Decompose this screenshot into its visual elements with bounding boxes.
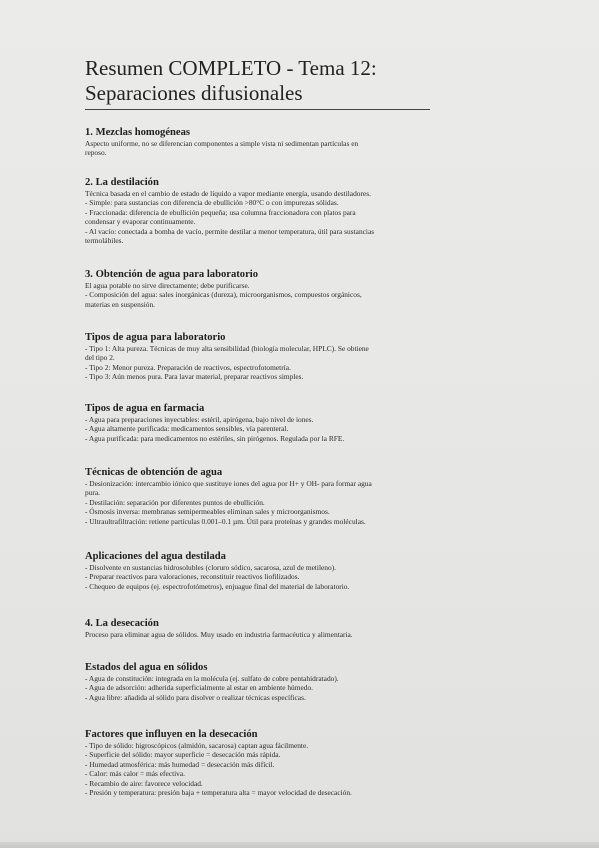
section-text-line: del tipo 2. — [85, 353, 115, 363]
section-text-line: Proceso para eliminar agua de sólidos. Muy usado en industria farmacéutica y alimentaria. — [85, 630, 353, 639]
section-text-line: - Preparar reactivos para valoraciones, reconstituir reactivos liofilizados. — [85, 572, 300, 582]
section-5 — [85, 402, 455, 443]
section-heading: Tipos de agua para laboratorio — [85, 332, 226, 343]
section-heading: Técnicas de obtención de agua — [85, 467, 223, 478]
section-text-line: - Agua libre: añadida al sólido para disolver o realizar técnicas específicas. — [85, 692, 306, 702]
section-heading: 1. Mezclas homogéneas — [85, 127, 191, 138]
section-text-line: - Tipo 1: Alta pureza. Técnicas de muy alta sensibilidad (biología molecular, HPLC). Se obtiene — [85, 344, 369, 353]
section-text-line: - Disolvente en sustancias hidrosolubles (cloruro sódico, sacarosa, azul de metileno). — [85, 563, 337, 572]
section-text-line: - Presión y temperatura: presión baja + temperatura alta = mayor velocidad de desecación. — [85, 788, 352, 798]
section-text-line: pura. — [85, 488, 100, 498]
section-4 — [85, 331, 455, 382]
section-text-line: - Calor: más calor = más efectiva. — [85, 769, 186, 779]
section-text-line: - Agua altamente purificada: medicamentos sensibles, vía parenteral. — [85, 424, 289, 434]
section-text-line: - Ósmosis inversa: membranas semipermeables eliminan sales y microorganismos. — [85, 507, 330, 517]
section-text-line: - Destilación: separación por diferentes puntos de ebullición. — [85, 497, 265, 507]
section-6 — [85, 466, 455, 526]
section-8 — [85, 617, 455, 639]
section-text-line: - Tipo 2: Menor pureza. Preparación de reactivos, espectrofotometría. — [85, 362, 291, 372]
section-text-line: - Recambio de aire: favorece velocidad. — [85, 778, 203, 788]
section-text-line: materias en suspensión. — [85, 299, 155, 309]
section-text-line: El agua potable no sirve directamente; debe purificarse. — [85, 281, 250, 290]
section-9 — [85, 661, 455, 702]
section-text-line: - Agua purificada: para medicamentos no estériles, sin pirógenos. Regulada por la RFE. — [85, 433, 345, 443]
section-text-line: - Fraccionada: diferencia de ebullición pequeña; usa columna fraccionadora con platos para — [85, 207, 356, 217]
section-3 — [85, 268, 455, 309]
page-title-line-2: Separaciones difusionales — [85, 81, 303, 105]
section-1 — [85, 126, 455, 158]
section-text-line: - Desionización: intercambio iónico que sustituye iones del agua por H+ y OH- para formar agua — [85, 479, 372, 488]
page-title-line-1: Resumen COMPLETO - Tema 12: — [85, 56, 377, 80]
section-text-line: - Superficie del sólido: mayor superficie = desecación más rápida. — [85, 750, 281, 760]
section-text-line: - Simple: para sustancias con diferencia de ebullición >80°C o con impurezas sólidas. — [85, 198, 339, 208]
section-heading: Aplicaciones del agua destilada — [85, 551, 226, 562]
title-block — [85, 56, 435, 110]
section-text-line: reposo. — [85, 148, 107, 158]
title-underline — [85, 109, 430, 110]
section-text-line: - Al vacío: conectada a bomba de vacío, permite destilar a menor temperatura, útil para sustancias — [85, 226, 375, 236]
section-text-line: - Tipo 3: Aún menos pura. Para lavar material, preparar reactivos simples. — [85, 372, 304, 382]
page-bottom-edge — [0, 842, 599, 848]
section-heading: Tipos de agua en farmacia — [85, 403, 205, 414]
section-heading: Factores que influyen en la desecación — [85, 729, 258, 740]
section-10 — [85, 728, 455, 797]
section-text-line: condensar y evaporar continuamente. — [85, 217, 196, 227]
section-text-line: - Chequeo de equipos (ej. espectrofotómetros), enjuague final del material de laboratorio. — [85, 581, 350, 591]
section-7 — [85, 550, 455, 591]
section-text-line: Aspecto uniforme, no se diferencian componentes a simple vista ni sedimentan partículas en — [85, 139, 359, 148]
section-text-line: - Composición del agua: sales inorgánicas (dureza), microorganismos, compuestos orgánicos, — [85, 290, 362, 300]
section-text-line: Técnica basada en el cambio de estado de líquido a vapor mediante energía, usando destiladores. — [85, 189, 371, 198]
section-heading: 4. La desecación — [85, 618, 159, 629]
section-text-line: - Agua de adsorción: adherida superficialmente al estar en ambiente húmedo. — [85, 683, 313, 693]
section-2 — [85, 176, 455, 245]
section-text-line: - Humedad atmosférica: más humedad = desecación más difícil. — [85, 759, 275, 769]
section-text-line: - Agua para preparaciones inyectables: estéril, apirógena, bajo nivel de iones. — [85, 415, 314, 424]
section-heading: 3. Obtención de agua para laboratorio — [85, 269, 259, 280]
section-heading: 2. La destilación — [85, 177, 159, 188]
section-text-line: - Ultraultrafiltración: retiene partículas 0.001–0.1 µm. Útil para proteínas y grandes moléculas. — [85, 516, 366, 526]
section-text-line: termolábiles. — [85, 236, 124, 246]
section-text-line: - Agua de constitución: integrada en la molécula (ej. sulfato de cobre pentahidratado). — [85, 674, 339, 683]
section-text-line: - Tipo de sólido: higroscópicos (almidón, sacarosa) captan agua fácilmente. — [85, 741, 309, 750]
section-heading: Estados del agua en sólidos — [85, 662, 208, 673]
